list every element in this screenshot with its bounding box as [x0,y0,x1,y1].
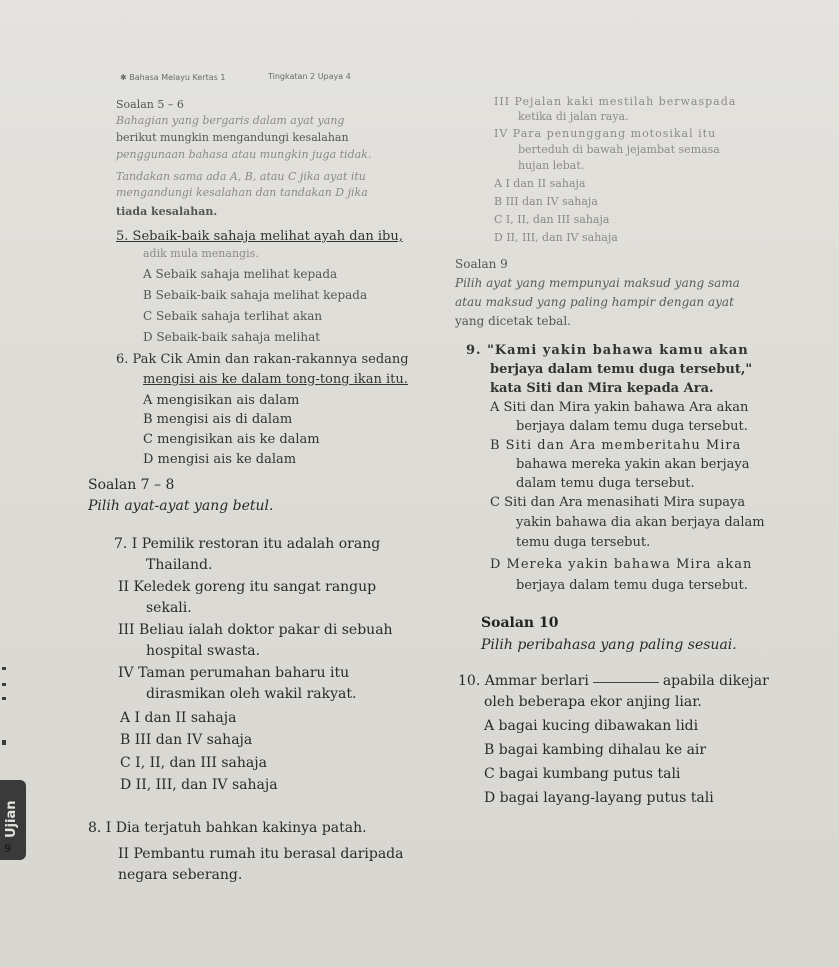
instruction-line: Pilih ayat yang mempunyai maksud yang sama [455,276,740,290]
question-5-stem: adik mula menangis. [143,247,259,260]
question-9-stem: 9. "Kami yakin bahawa kamu akan [466,343,749,358]
instruction-line: berikut mungkin mengandungi kesalahan [116,131,349,144]
instruction-line: mengandungi kesalahan dan tandakan D jika [116,186,368,199]
option-d-cont: berjaya dalam temu duga tersebut. [516,578,748,593]
question-9-stem: kata Siti dan Mira kepada Ara. [490,381,714,396]
option-d[interactable]: D II, III, dan IV sahaja [120,777,278,793]
question-7-item: III Beliau ialah doktor pakar di sebuah [118,622,393,638]
option-c[interactable]: C mengisikan ais ke dalam [143,432,320,447]
question-10-stem: oleh beberapa ekor anjing liar. [484,694,702,710]
question-8-item: 8. I Dia terjatuh bahkan kakinya patah. [88,820,367,836]
book-logo-icon: ✱ [120,73,130,82]
book-header: ✱ Bahasa Melayu Kertas 1 [120,73,226,82]
option-d[interactable]: D II, III, dan IV sahaja [494,231,618,244]
option-b[interactable]: B III dan IV sahaja [120,732,253,748]
question-7-item: 7. I Pemilik restoran itu adalah orang [114,536,381,552]
option-d[interactable]: D Sebaik-baik sahaja melihat [143,330,321,344]
option-a[interactable]: A mengisikan ais dalam [143,393,300,408]
option-b[interactable]: B Siti dan Ara memberitahu Mira [490,438,742,453]
question-5-stem: 5. Sebaik-baik sahaja melihat ayah dan ibu, [116,229,403,244]
option-a[interactable]: A bagai kucing dibawakan lidi [484,718,699,734]
instruction-line: Bahagian yang bergaris dalam ayat yang [116,114,345,127]
question-8-item: hujan lebat. [518,159,585,172]
side-tab: Ujian [0,780,26,860]
question-7-item: Thailand. [146,557,213,573]
margin-mark [2,740,6,745]
instruction-line: penggunaan bahasa atau mungkin juga tidak. [116,148,372,161]
question-7-item: hospital swasta. [146,643,261,659]
instruction-line: Pilih ayat-ayat yang betul. [88,498,274,514]
instruction-line: atau maksud yang paling hampir dengan ayat [455,295,734,309]
instruction-line: tiada kesalahan. [116,205,218,218]
question-7-item: sekali. [146,600,192,616]
question-7-item: IV Taman perumahan baharu itu [118,665,350,681]
question-8-item: II Pembantu rumah itu berasal daripada [118,846,404,862]
section-title-10: Soalan 10 [481,615,559,631]
margin-mark [2,667,6,670]
margin-mark [2,697,6,700]
option-b-cont: dalam temu duga tersebut. [516,476,695,491]
section-title-5-6: Soalan 5 – 6 [116,98,184,111]
section-title-7-8: Soalan 7 – 8 [88,477,175,493]
option-a[interactable]: A I dan II sahaja [120,710,237,726]
question-6-stem: mengisi ais ke dalam tong-tong ikan itu. [143,372,408,387]
answer-blank[interactable] [593,682,659,683]
instruction-line: Pilih peribahasa yang paling sesuai. [481,637,737,653]
question-6-stem: 6. Pak Cik Amin dan rakan-rakannya sedang [116,352,409,367]
option-a-cont: berjaya dalam temu duga tersebut. [516,419,748,434]
option-c-cont: temu duga tersebut. [516,535,651,550]
section-title-9: Soalan 9 [455,257,508,271]
instruction-line: Tandakan sama ada A, B, atau C jika ayat itu [116,170,366,183]
question-8-item: III Pejalan kaki mestilah berwaspada [494,95,737,108]
option-a[interactable]: A Sebaik sahaja melihat kepada [143,267,338,281]
option-b[interactable]: B Sebaik-baik sahaja melihat kepada [143,288,368,302]
option-b-cont: bahawa mereka yakin akan berjaya [516,457,750,472]
option-c[interactable]: C Siti dan Ara menasihati Mira supaya [490,495,746,510]
option-c[interactable]: C Sebaik sahaja terlihat akan [143,309,323,323]
option-b[interactable]: B III dan IV sahaja [494,195,598,208]
option-c-cont: yakin bahawa dia akan berjaya dalam [516,515,765,530]
option-a[interactable]: A I dan II sahaja [494,177,586,190]
option-c[interactable]: C bagai kumbang putus tali [484,766,681,782]
level-header: Tingkatan 2 Upaya 4 [268,72,351,81]
question-8-item: negara seberang. [118,867,243,883]
question-8-item: IV Para penunggang motosikal itu [494,127,717,140]
option-c[interactable]: C I, II, dan III sahaja [494,213,610,226]
question-10-stem: 10. Ammar berlari apabila dikejar [458,673,769,689]
question-9-stem: berjaya dalam temu duga tersebut," [490,362,753,377]
instruction-line: yang dicetak tebal. [455,314,571,328]
question-8-item: ketika di jalan raya. [518,110,629,123]
option-d[interactable]: D bagai layang-layang putus tali [484,790,714,806]
option-a[interactable]: A Siti dan Mira yakin bahawa Ara akan [490,400,749,415]
option-d[interactable]: D mengisi ais ke dalam [143,452,297,467]
option-c[interactable]: C I, II, dan III sahaja [120,755,267,771]
question-7-item: II Keledek goreng itu sangat rangup [118,579,377,595]
question-7-item: dirasmikan oleh wakil rakyat. [146,686,357,702]
side-tab-number: 9 [4,842,12,855]
option-d[interactable]: D Mereka yakin bahawa Mira akan [490,557,753,572]
question-8-item: berteduh di bawah jejambat semasa [518,143,720,156]
option-b[interactable]: B bagai kambing dihalau ke air [484,742,707,758]
margin-mark [2,683,6,686]
option-b[interactable]: B mengisi ais di dalam [143,412,293,427]
